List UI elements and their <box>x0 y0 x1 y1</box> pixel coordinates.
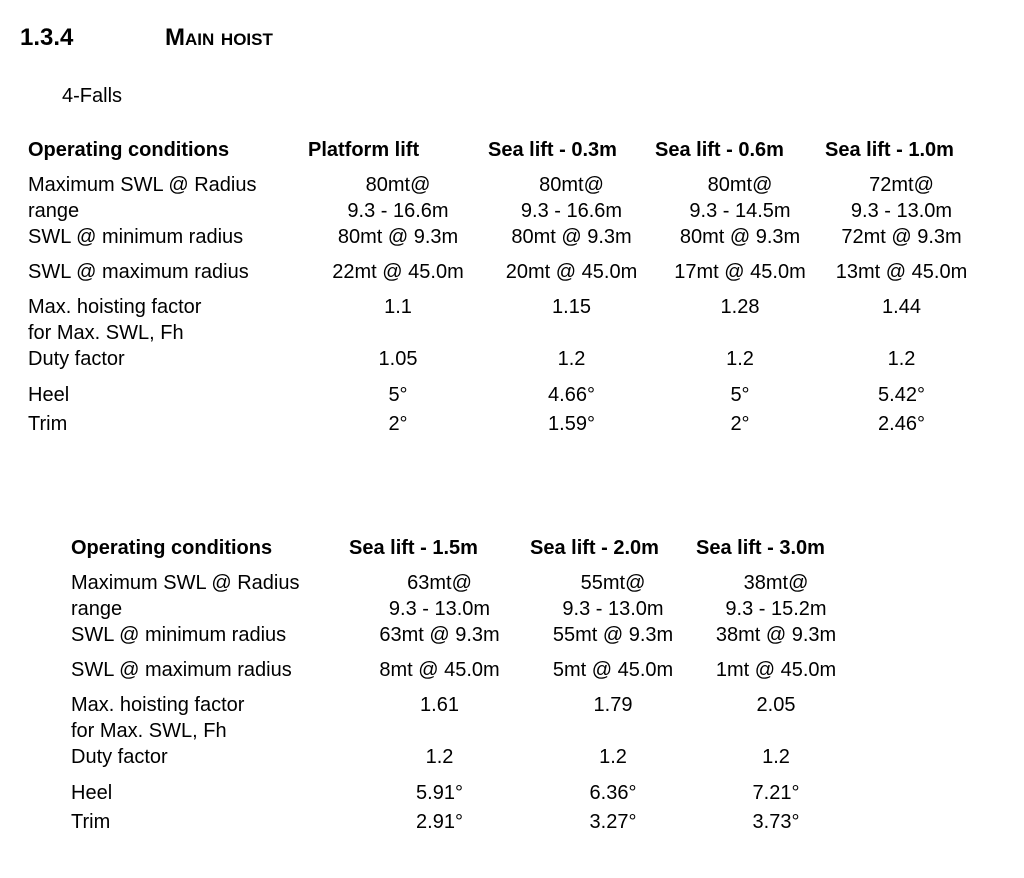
value-line: 22mt @ 45.0m <box>332 261 464 283</box>
value-line: 1.44 <box>882 296 921 318</box>
value-line: 1.2 <box>557 348 586 370</box>
row-label-line: SWL @ minimum radius <box>28 226 244 248</box>
row-label-line: Max. hoisting factor <box>28 296 202 318</box>
value-line: 4.66° <box>548 384 595 406</box>
value-line: 9.3 - 13.0m <box>850 200 953 222</box>
value-line: 1.2 <box>887 348 916 370</box>
value-cell <box>349 622 530 657</box>
row-label-line: SWL @ maximum radius <box>28 261 249 283</box>
operating-conditions-header: Operating conditions <box>71 537 273 559</box>
value-line: 38mt@ <box>743 572 809 594</box>
value-line: 1.15 <box>552 296 591 318</box>
swl-max-radius-row <box>71 657 856 692</box>
value-cell <box>530 809 696 838</box>
row-label <box>28 411 308 440</box>
value-cell <box>488 294 655 346</box>
row-label <box>71 744 349 780</box>
value-line: 80mt @ 9.3m <box>511 226 632 248</box>
row-label-line: Maximum SWL @ Radius <box>71 572 300 594</box>
value-cell <box>488 411 655 440</box>
row-label <box>71 622 349 657</box>
value-line: 13mt @ 45.0m <box>835 261 968 283</box>
value-cell <box>696 744 856 780</box>
column-header: Sea lift - 1.5m <box>349 537 478 559</box>
row-label-line: Max. hoisting factor <box>71 694 245 716</box>
row-label <box>71 657 349 692</box>
hoisting-factor-row <box>71 692 856 744</box>
value-line: 5° <box>730 384 750 406</box>
value-cell <box>530 744 696 780</box>
value-line: 17mt @ 45.0m <box>674 261 806 283</box>
value-cell <box>488 224 655 259</box>
value-cell <box>825 411 978 440</box>
value-line: 72mt@ <box>869 174 934 196</box>
value-line: 1.61 <box>420 694 459 716</box>
row-label-line: Duty factor <box>28 348 125 370</box>
value-cell <box>696 780 856 809</box>
value-line: 80mt @ 9.3m <box>337 226 459 248</box>
value-cell <box>349 692 530 744</box>
heel-row <box>28 382 978 411</box>
value-cell <box>655 224 825 259</box>
value-cell <box>530 692 696 744</box>
row-label <box>71 692 349 744</box>
value-line: 7.21° <box>752 782 800 804</box>
value-cell <box>308 172 488 224</box>
value-cell <box>488 172 655 224</box>
value-line: 1.2 <box>599 746 627 768</box>
value-cell <box>349 744 530 780</box>
column-header: Sea lift - 0.6m <box>655 139 784 161</box>
value-line: 2.05 <box>756 694 796 716</box>
value-cell <box>696 692 856 744</box>
value-line: 20mt @ 45.0m <box>505 261 638 283</box>
value-line: 38mt @ 9.3m <box>715 624 837 646</box>
value-cell <box>530 570 696 622</box>
value-line: 1.79 <box>593 694 633 716</box>
value-cell <box>488 346 655 382</box>
column-header: Platform lift <box>308 139 420 161</box>
row-label-line: Trim <box>71 811 111 833</box>
value-line: 2.46° <box>878 413 925 435</box>
value-cell <box>655 382 825 411</box>
heel-row <box>71 780 856 809</box>
spec-table-1 <box>28 137 978 440</box>
swl-max-radius-row <box>28 259 978 294</box>
duty-factor-row <box>28 346 978 382</box>
value-cell <box>308 294 488 346</box>
value-cell <box>825 382 978 411</box>
swl-min-radius-row <box>71 622 856 657</box>
value-line: 9.3 - 15.2m <box>725 598 827 620</box>
row-label <box>28 172 308 224</box>
value-line: 9.3 - 14.5m <box>689 200 791 222</box>
value-line: 9.3 - 13.0m <box>562 598 664 620</box>
row-label-line: range <box>71 598 123 620</box>
value-cell <box>530 657 696 692</box>
row-label-line: for Max. SWL, Fh <box>28 322 184 344</box>
value-cell <box>488 259 655 294</box>
value-cell <box>530 622 696 657</box>
row-label-line: Duty factor <box>71 746 168 768</box>
value-line: 80mt@ <box>707 174 773 196</box>
value-line: 5mt @ 45.0m <box>552 659 674 681</box>
value-line: 55mt@ <box>580 572 646 594</box>
value-line: 5° <box>388 384 408 406</box>
value-line: 80mt@ <box>539 174 604 196</box>
row-label-line: SWL @ minimum radius <box>71 624 287 646</box>
column-header: Sea lift - 2.0m <box>530 537 659 559</box>
row-label <box>28 382 308 411</box>
row-label-line: Maximum SWL @ Radius <box>28 174 257 196</box>
hoisting-factor-row <box>28 294 978 346</box>
section-number: 1.3.4 <box>20 24 74 51</box>
value-line: 63mt@ <box>407 572 472 594</box>
value-line: 2° <box>730 413 750 435</box>
value-line: 1.59° <box>548 413 595 435</box>
value-line: 1.2 <box>726 348 754 370</box>
value-cell <box>655 411 825 440</box>
value-line: 1.2 <box>425 746 454 768</box>
value-line: 5.91° <box>416 782 463 804</box>
row-label <box>71 780 349 809</box>
value-line: 80mt@ <box>365 174 431 196</box>
value-cell <box>825 224 978 259</box>
spec-table-2 <box>71 535 856 838</box>
value-cell <box>696 809 856 838</box>
value-line: 9.3 - 16.6m <box>520 200 623 222</box>
operating-conditions-header: Operating conditions <box>28 139 230 161</box>
value-line: 80mt @ 9.3m <box>679 226 801 248</box>
value-line: 1.28 <box>720 296 760 318</box>
row-label <box>71 809 349 838</box>
column-header: Sea lift - 0.3m <box>488 139 617 161</box>
value-line: 9.3 - 13.0m <box>388 598 491 620</box>
row-label-line: SWL @ maximum radius <box>71 659 292 681</box>
column-header: Sea lift - 3.0m <box>696 537 825 559</box>
value-line: 1.05 <box>378 348 418 370</box>
value-line: 6.36° <box>589 782 637 804</box>
value-cell <box>696 657 856 692</box>
section-title: Main hoist <box>165 24 273 51</box>
row-label <box>28 346 308 382</box>
value-cell <box>696 570 856 622</box>
value-line: 1mt @ 45.0m <box>715 659 837 681</box>
value-cell <box>530 780 696 809</box>
table-header-row <box>71 535 856 570</box>
row-label <box>28 259 308 294</box>
value-line: 8mt @ 45.0m <box>379 659 500 681</box>
value-line: 1.2 <box>762 746 790 768</box>
value-cell <box>825 172 978 224</box>
value-line: 9.3 - 16.6m <box>347 200 449 222</box>
value-line: 2.91° <box>416 811 463 833</box>
value-cell <box>349 657 530 692</box>
value-cell <box>655 172 825 224</box>
value-line: 1.1 <box>384 296 412 318</box>
value-cell <box>308 224 488 259</box>
row-label <box>71 570 349 622</box>
value-cell <box>308 346 488 382</box>
value-line: 3.73° <box>752 811 800 833</box>
row-label-line: range <box>28 200 80 222</box>
max-swl-row <box>28 172 978 224</box>
value-line: 2° <box>388 413 408 435</box>
value-cell <box>308 259 488 294</box>
swl-min-radius-row <box>28 224 978 259</box>
value-cell <box>349 809 530 838</box>
value-line: 3.27° <box>589 811 637 833</box>
value-line: 55mt @ 9.3m <box>552 624 674 646</box>
trim-row <box>71 809 856 838</box>
max-swl-row <box>71 570 856 622</box>
falls-subtitle: 4-Falls <box>62 85 123 107</box>
value-cell <box>825 294 978 346</box>
value-cell <box>655 259 825 294</box>
row-label <box>28 224 308 259</box>
table-header-row <box>28 137 978 172</box>
row-label-line: for Max. SWL, Fh <box>71 720 227 742</box>
value-line: 72mt @ 9.3m <box>841 226 962 248</box>
value-line: 5.42° <box>878 384 925 406</box>
row-label-line: Heel <box>28 384 70 406</box>
column-header: Sea lift - 1.0m <box>825 139 954 161</box>
value-cell <box>655 346 825 382</box>
value-cell <box>349 570 530 622</box>
value-cell <box>696 622 856 657</box>
value-cell <box>308 382 488 411</box>
trim-row <box>28 411 978 440</box>
value-cell <box>825 346 978 382</box>
value-cell <box>308 411 488 440</box>
duty-factor-row <box>71 744 856 780</box>
value-cell <box>825 259 978 294</box>
row-label-line: Trim <box>28 413 68 435</box>
value-cell <box>349 780 530 809</box>
value-line: 63mt @ 9.3m <box>379 624 500 646</box>
row-label-line: Heel <box>71 782 113 804</box>
value-cell <box>488 382 655 411</box>
row-label <box>28 294 308 346</box>
value-cell <box>655 294 825 346</box>
